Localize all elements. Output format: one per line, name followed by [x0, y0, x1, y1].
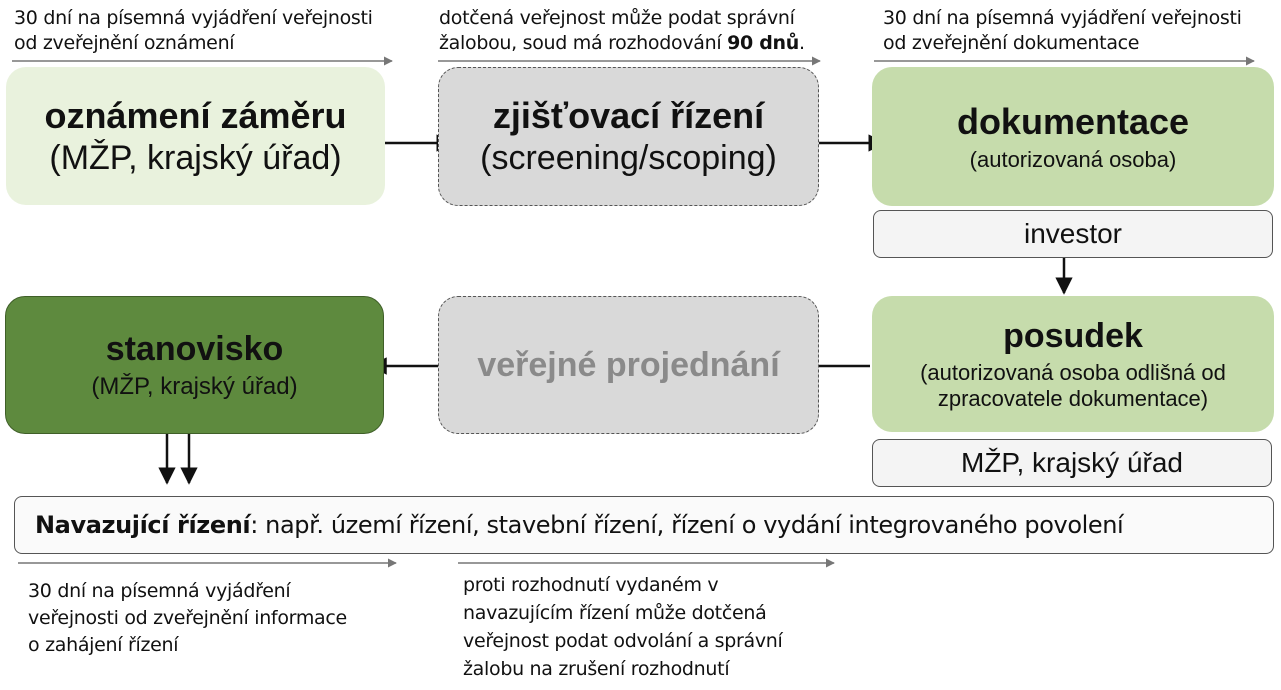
oznameni-title: oznámení záměru	[44, 94, 347, 136]
oznameni-subtitle: (MŽP, krajský úřad)	[49, 138, 342, 177]
box-investor: investor	[873, 210, 1273, 258]
box-navazujici-rizeni	[14, 496, 1274, 554]
navazujici-rest: : např. území řízení, stavební řízení, řízení o vydání integrovaného povolení	[250, 511, 1124, 539]
zjistovaci-subtitle: (screening/scoping)	[480, 139, 777, 177]
note-dokumentace-deadline: 30 dní na písemná vyjádření veřejnosti od zveřejnění dokumentace	[883, 7, 1242, 54]
projednani-title: veřejné projednání	[477, 345, 780, 384]
box-verejne-projednani	[438, 296, 819, 434]
note-zaloba-90-dnu: dotčená veřejnost může podat správní žalobou, soud má rozhodování 90 dnů.	[439, 7, 805, 54]
box-posudek	[872, 296, 1274, 432]
box-mzp-krajsky-urad: MŽP, krajský úřad	[872, 439, 1272, 487]
zjistovaci-title: zjišťovací řízení	[492, 95, 765, 136]
posudek-subtitle-line2: zpracovatele dokumentace)	[937, 385, 1209, 411]
posudek-subtitle-line1: (autorizovaná osoba odlišná od	[920, 359, 1226, 385]
navazujici-bold: Navazující řízení	[35, 511, 251, 539]
stanovisko-title: stanovisko	[105, 329, 284, 368]
note-zahajeni-rizeni: 30 dní na písemná vyjádření veřejnosti od zveřejnění informace o zahájení řízení	[28, 580, 347, 656]
box-oznameni-zameru	[6, 67, 385, 205]
note-odvolani: proti rozhodnutí vydaném v navazujícím řízení může dotčená veřejnost podat odvolání a správní žalobu na zrušení rozhodnutí	[463, 574, 783, 680]
box-stanovisko	[5, 296, 384, 434]
note-oznameni-deadline: 30 dní na písemná vyjádření veřejnosti od zveřejnění oznámení	[14, 7, 373, 54]
box-zjistovaci-rizeni	[438, 67, 819, 206]
box-dokumentace	[872, 67, 1274, 206]
dokumentace-title: dokumentace	[956, 100, 1190, 142]
posudek-title: posudek	[1003, 316, 1143, 355]
dokumentace-subtitle: (autorizovaná osoba)	[969, 146, 1177, 172]
stanovisko-subtitle: (MŽP, krajský úřad)	[91, 372, 298, 400]
